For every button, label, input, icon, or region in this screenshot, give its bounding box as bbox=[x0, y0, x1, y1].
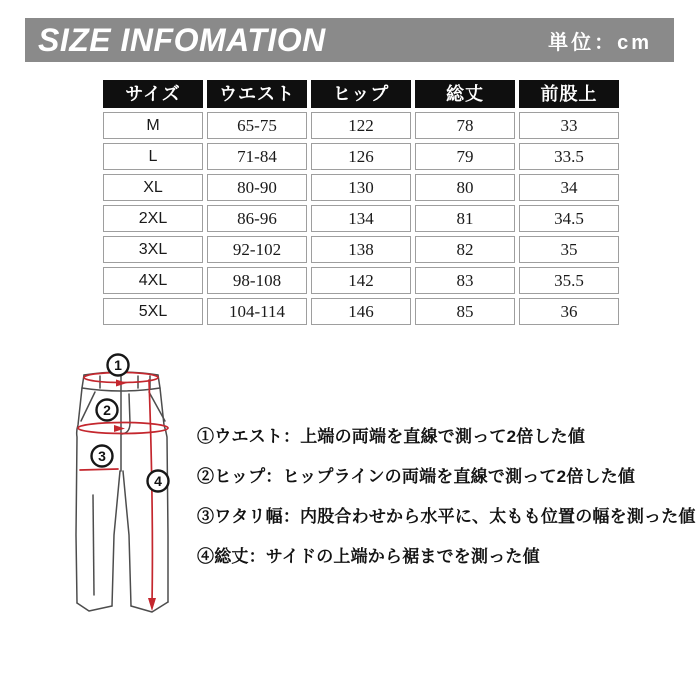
size-table bbox=[103, 80, 619, 325]
table-cell: 33.5 bbox=[519, 143, 619, 170]
table-cell: 92-102 bbox=[207, 236, 307, 263]
table-header-hip: ヒップ bbox=[311, 80, 411, 108]
thigh-measure-line bbox=[80, 469, 118, 470]
title-banner bbox=[25, 18, 674, 62]
length-arrow-icon bbox=[148, 598, 156, 611]
table-cell: 4XL bbox=[103, 267, 203, 294]
table-cell: 34 bbox=[519, 174, 619, 201]
table-cell: 36 bbox=[519, 298, 619, 325]
table-cell: 35.5 bbox=[519, 267, 619, 294]
table-cell: M bbox=[103, 112, 203, 139]
table-cell: 33 bbox=[519, 112, 619, 139]
marker-1-waist bbox=[108, 355, 129, 376]
table-cell: 122 bbox=[311, 112, 411, 139]
table-cell: XL bbox=[103, 174, 203, 201]
length-measure-line bbox=[149, 380, 152, 603]
table-cell: 81 bbox=[415, 205, 515, 232]
table-cell: 34.5 bbox=[519, 205, 619, 232]
marker-1-label: 1 bbox=[114, 357, 122, 373]
table-cell: 80-90 bbox=[207, 174, 307, 201]
note-hip: ②ヒップ：ヒップラインの両端を直線で測って2倍した値 bbox=[197, 467, 636, 486]
table-cell: 98-108 bbox=[207, 267, 307, 294]
marker-2-hip bbox=[97, 400, 118, 421]
marker-3-label: 3 bbox=[98, 448, 106, 464]
table-cell: 80 bbox=[415, 174, 515, 201]
note-length: ④総丈：サイドの上端から裾までを測った値 bbox=[197, 547, 540, 566]
unit-label: 単位：cm bbox=[548, 31, 652, 54]
pants-diagram bbox=[50, 345, 200, 620]
table-cell: 146 bbox=[311, 298, 411, 325]
table-cell: 3XL bbox=[103, 236, 203, 263]
table-cell: 142 bbox=[311, 267, 411, 294]
table-cell: 78 bbox=[415, 112, 515, 139]
hip-arrow-icon bbox=[114, 425, 125, 432]
table-cell: 65-75 bbox=[207, 112, 307, 139]
table-cell: 85 bbox=[415, 298, 515, 325]
marker-3-thigh bbox=[92, 446, 113, 467]
marker-4-length bbox=[148, 471, 169, 492]
table-cell: 79 bbox=[415, 143, 515, 170]
table-cell: 126 bbox=[311, 143, 411, 170]
page-title: SIZE INFOMATION bbox=[38, 21, 326, 58]
marker-4-label: 4 bbox=[154, 473, 162, 489]
table-cell: 83 bbox=[415, 267, 515, 294]
table-cell: 134 bbox=[311, 205, 411, 232]
marker-2-label: 2 bbox=[103, 402, 111, 418]
table-cell: 5XL bbox=[103, 298, 203, 325]
measurement-notes bbox=[197, 427, 696, 566]
table-header-length: 総丈 bbox=[415, 80, 515, 108]
table-header-rise: 前股上 bbox=[519, 80, 619, 108]
table-cell: 86-96 bbox=[207, 205, 307, 232]
table-cell: 82 bbox=[415, 236, 515, 263]
table-cell: 104-114 bbox=[207, 298, 307, 325]
table-cell: L bbox=[103, 143, 203, 170]
table-cell: 2XL bbox=[103, 205, 203, 232]
note-thigh: ③ワタリ幅：内股合わせから水平に、太もも位置の幅を測った値 bbox=[197, 507, 696, 526]
table-header-size: サイズ bbox=[103, 80, 203, 108]
table-cell: 138 bbox=[311, 236, 411, 263]
table-header-waist: ウエスト bbox=[207, 80, 307, 108]
table-cell: 71-84 bbox=[207, 143, 307, 170]
table-cell: 35 bbox=[519, 236, 619, 263]
table-cell: 130 bbox=[311, 174, 411, 201]
note-waist: ①ウエスト：上端の両端を直線で測って2倍した値 bbox=[197, 427, 586, 446]
